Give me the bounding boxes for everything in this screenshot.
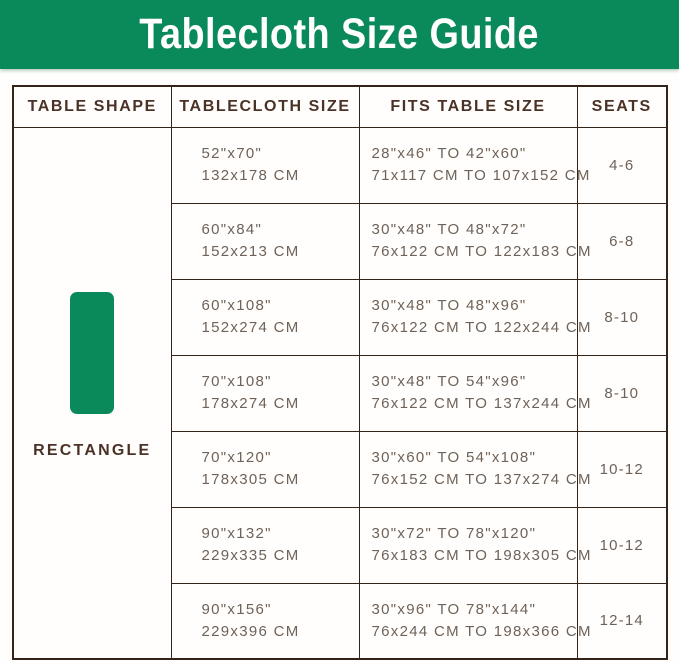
tablecloth-size-cell <box>171 507 359 583</box>
seats-cell: 8-10 <box>577 355 667 431</box>
tablecloth-size-inches: 60"x84" <box>201 221 263 238</box>
fits-table-size-cell <box>359 507 592 583</box>
fits-size-cm: 71x117 CM TO 107x152 CM <box>371 167 591 184</box>
table-row <box>13 127 667 203</box>
fits-table-size-cell <box>359 355 592 431</box>
content-area <box>0 69 679 660</box>
tablecloth-size-inches: 70"x120" <box>201 449 272 466</box>
tablecloth-size-cell <box>171 583 359 659</box>
tablecloth-size-cell <box>171 127 359 203</box>
seats-cell: 10-12 <box>577 431 667 507</box>
seats-cell: 6-8 <box>577 203 667 279</box>
tablecloth-size-inches: 90"x156" <box>201 600 272 618</box>
fits-size-inches: 28"x46" TO 42"x60" <box>371 145 527 162</box>
rectangle-shape-icon <box>70 292 114 414</box>
tablecloth-size-cm: 178x305 CM <box>201 471 300 488</box>
col-header-tablecloth-size: TABLECLOTH SIZE <box>171 86 359 127</box>
tablecloth-size-cell <box>171 431 359 507</box>
fits-table-size-cell <box>359 279 592 355</box>
tablecloth-size-inches: 60"x108" <box>201 297 272 314</box>
seats-cell: 4-6 <box>577 127 667 203</box>
tablecloth-size-cm: 132x178 CM <box>201 167 300 184</box>
fits-table-size-cell <box>359 431 592 507</box>
fits-size-inches: 30"x48" TO 48"x96" <box>371 297 527 314</box>
fits-size-inches: 30"x48" TO 54"x96" <box>371 373 527 390</box>
seats-cell: 12-14 <box>577 583 667 659</box>
header-row <box>13 86 667 127</box>
seats-cell: 10-12 <box>577 507 667 583</box>
col-header-fits-table-size: FITS TABLE SIZE <box>359 86 577 127</box>
fits-size-cm: 76x122 CM TO 122x244 CM <box>371 319 592 336</box>
fits-size-cm: 76x152 CM TO 137x274 CM <box>371 471 592 488</box>
col-header-table-shape: TABLE SHAPE <box>13 86 171 127</box>
seats-cell: 8-10 <box>577 279 667 355</box>
fits-size-inches: 30"x96" TO 78"x144" <box>371 600 537 618</box>
table-body <box>13 127 667 659</box>
tablecloth-size-cell <box>171 355 359 431</box>
fits-table-size-cell <box>359 583 592 659</box>
tablecloth-size-cm: 229x396 CM <box>201 622 300 640</box>
tablecloth-size-cell <box>171 279 359 355</box>
tablecloth-size-cm: 229x335 CM <box>201 547 300 564</box>
table-shape-cell <box>13 127 171 659</box>
size-guide-table <box>12 85 668 660</box>
banner <box>0 0 679 69</box>
fits-size-cm: 76x122 CM TO 137x244 CM <box>371 395 592 412</box>
fits-size-inches: 30"x60" TO 54"x108" <box>371 449 537 466</box>
col-header-seats: SEATS <box>577 86 667 127</box>
shape-label: RECTANGLE <box>33 442 152 460</box>
fits-size-inches: 30"x72" TO 78"x120" <box>371 525 537 542</box>
tablecloth-size-cm: 152x274 CM <box>201 319 300 336</box>
fits-size-cm: 76x183 CM TO 198x305 CM <box>371 547 592 564</box>
fits-size-inches: 30"x48" TO 48"x72" <box>371 221 527 238</box>
tablecloth-size-cell <box>171 203 359 279</box>
tablecloth-size-inches: 70"x108" <box>201 373 272 390</box>
tablecloth-size-inches: 90"x132" <box>201 525 272 542</box>
fits-table-size-cell <box>359 127 591 203</box>
tablecloth-size-cm: 152x213 CM <box>201 243 300 260</box>
fits-size-cm: 76x244 CM TO 198x366 CM <box>371 622 592 640</box>
tablecloth-size-inches: 52"x70" <box>201 145 263 162</box>
tablecloth-size-cm: 178x274 CM <box>201 395 300 412</box>
fits-table-size-cell <box>359 203 592 279</box>
fits-size-cm: 76x122 CM TO 122x183 CM <box>371 243 592 260</box>
page-title: Tablecloth Size Guide <box>139 10 540 58</box>
